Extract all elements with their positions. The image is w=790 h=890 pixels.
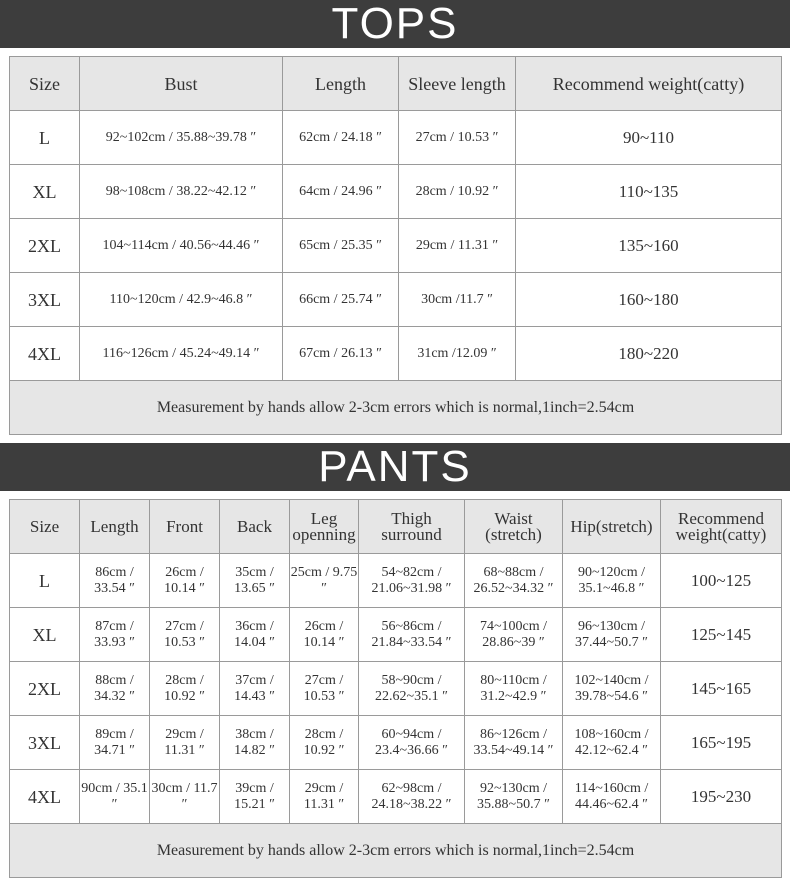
weight-cell: 195~230 <box>661 770 782 824</box>
tops-header-size: Size <box>10 57 80 111</box>
pants-header-row <box>10 500 782 554</box>
pants-row-l <box>10 554 782 608</box>
bust-cell: 116~126cm / 45.24~49.14 ″ <box>80 327 283 381</box>
pants-header-leg-openning: Leg openning <box>290 500 359 554</box>
length-cell: 62cm / 24.18 ″ <box>283 111 399 165</box>
thigh-surround-cell: 60~94cm / 23.4~36.66 ″ <box>359 716 465 770</box>
waist-cell: 68~88cm / 26.52~34.32 ″ <box>465 554 563 608</box>
tops-header-recommend-weight: Recommend weight(catty) <box>516 57 782 111</box>
waist-cell: 80~110cm / 31.2~42.9 ″ <box>465 662 563 716</box>
pants-header-front: Front <box>150 500 220 554</box>
size-cell: 3XL <box>10 716 80 770</box>
front-cell: 27cm / 10.53 ″ <box>150 608 220 662</box>
tops-row-l <box>10 111 782 165</box>
sleeve-length-cell: 31cm /12.09 ″ <box>399 327 516 381</box>
pants-header-thigh-surround: Thigh surround <box>359 500 465 554</box>
size-cell: 3XL <box>10 273 80 327</box>
sleeve-length-cell: 27cm / 10.53 ″ <box>399 111 516 165</box>
thigh-surround-cell: 58~90cm / 22.62~35.1 ″ <box>359 662 465 716</box>
weight-cell: 165~195 <box>661 716 782 770</box>
pants-header-recommend-weight: Recommend weight(catty) <box>661 500 782 554</box>
hip-cell: 114~160cm / 44.46~62.4 ″ <box>563 770 661 824</box>
weight-cell: 160~180 <box>516 273 782 327</box>
pants-note-row <box>10 824 782 878</box>
length-cell: 67cm / 26.13 ″ <box>283 327 399 381</box>
weight-cell: 125~145 <box>661 608 782 662</box>
weight-cell: 135~160 <box>516 219 782 273</box>
tops-row-3xl <box>10 273 782 327</box>
back-cell: 39cm / 15.21 ″ <box>220 770 290 824</box>
weight-cell: 100~125 <box>661 554 782 608</box>
tops-row-2xl <box>10 219 782 273</box>
hip-cell: 102~140cm / 39.78~54.6 ″ <box>563 662 661 716</box>
pants-row-3xl <box>10 716 782 770</box>
pants-header-hip: Hip(stretch) <box>563 500 661 554</box>
size-cell: L <box>10 554 80 608</box>
hip-cell: 108~160cm / 42.12~62.4 ″ <box>563 716 661 770</box>
size-cell: 4XL <box>10 770 80 824</box>
sleeve-length-cell: 30cm /11.7 ″ <box>399 273 516 327</box>
length-cell: 88cm / 34.32 ″ <box>80 662 150 716</box>
size-cell: 2XL <box>10 662 80 716</box>
length-cell: 90cm / 35.1 ″ <box>80 770 150 824</box>
pants-row-4xl <box>10 770 782 824</box>
leg-openning-cell: 25cm / 9.75 ″ <box>290 554 359 608</box>
thigh-surround-cell: 54~82cm / 21.06~31.98 ″ <box>359 554 465 608</box>
length-cell: 64cm / 24.96 ″ <box>283 165 399 219</box>
tops-header-row <box>10 57 782 111</box>
bust-cell: 92~102cm / 35.88~39.78 ″ <box>80 111 283 165</box>
hip-cell: 90~120cm / 35.1~46.8 ″ <box>563 554 661 608</box>
leg-openning-cell: 26cm / 10.14 ″ <box>290 608 359 662</box>
tops-row-4xl <box>10 327 782 381</box>
tops-size-table <box>9 56 782 435</box>
pants-row-2xl <box>10 662 782 716</box>
weight-cell: 145~165 <box>661 662 782 716</box>
pants-title: PANTS <box>0 443 790 491</box>
length-cell: 66cm / 25.74 ″ <box>283 273 399 327</box>
back-cell: 37cm / 14.43 ″ <box>220 662 290 716</box>
weight-cell: 110~135 <box>516 165 782 219</box>
size-cell: 2XL <box>10 219 80 273</box>
bust-cell: 104~114cm / 40.56~44.46 ″ <box>80 219 283 273</box>
length-cell: 86cm / 33.54 ″ <box>80 554 150 608</box>
size-cell: L <box>10 111 80 165</box>
waist-cell: 92~130cm / 35.88~50.7 ″ <box>465 770 563 824</box>
pants-header-waist: Waist (stretch) <box>465 500 563 554</box>
front-cell: 29cm / 11.31 ″ <box>150 716 220 770</box>
pants-header-back: Back <box>220 500 290 554</box>
length-cell: 89cm / 34.71 ″ <box>80 716 150 770</box>
thigh-surround-cell: 56~86cm / 21.84~33.54 ″ <box>359 608 465 662</box>
sleeve-length-cell: 29cm / 11.31 ″ <box>399 219 516 273</box>
pants-size-table <box>9 499 782 878</box>
tops-header-sleeve-length: Sleeve length <box>399 57 516 111</box>
length-cell: 65cm / 25.35 ″ <box>283 219 399 273</box>
front-cell: 30cm / 11.7 ″ <box>150 770 220 824</box>
tops-header-length: Length <box>283 57 399 111</box>
tops-title: TOPS <box>0 0 790 48</box>
waist-cell: 86~126cm / 33.54~49.14 ″ <box>465 716 563 770</box>
weight-cell: 180~220 <box>516 327 782 381</box>
hip-cell: 96~130cm / 37.44~50.7 ″ <box>563 608 661 662</box>
waist-cell: 74~100cm / 28.86~39 ″ <box>465 608 563 662</box>
weight-cell: 90~110 <box>516 111 782 165</box>
leg-openning-cell: 28cm / 10.92 ″ <box>290 716 359 770</box>
bust-cell: 98~108cm / 38.22~42.12 ″ <box>80 165 283 219</box>
leg-openning-cell: 29cm / 11.31 ″ <box>290 770 359 824</box>
size-cell: 4XL <box>10 327 80 381</box>
size-cell: XL <box>10 608 80 662</box>
pants-row-xl <box>10 608 782 662</box>
leg-openning-cell: 27cm / 10.53 ″ <box>290 662 359 716</box>
thigh-surround-cell: 62~98cm / 24.18~38.22 ″ <box>359 770 465 824</box>
back-cell: 35cm / 13.65 ″ <box>220 554 290 608</box>
front-cell: 28cm / 10.92 ″ <box>150 662 220 716</box>
pants-measurement-note: Measurement by hands allow 2-3cm errors which is normal,1inch=2.54cm <box>10 824 782 878</box>
tops-row-xl <box>10 165 782 219</box>
bust-cell: 110~120cm / 42.9~46.8 ″ <box>80 273 283 327</box>
front-cell: 26cm / 10.14 ″ <box>150 554 220 608</box>
length-cell: 87cm / 33.93 ″ <box>80 608 150 662</box>
back-cell: 38cm / 14.82 ″ <box>220 716 290 770</box>
tops-note-row <box>10 381 782 435</box>
sleeve-length-cell: 28cm / 10.92 ″ <box>399 165 516 219</box>
pants-header-length: Length <box>80 500 150 554</box>
tops-measurement-note: Measurement by hands allow 2-3cm errors which is normal,1inch=2.54cm <box>10 381 782 435</box>
pants-header-size: Size <box>10 500 80 554</box>
tops-header-bust: Bust <box>80 57 283 111</box>
back-cell: 36cm / 14.04 ″ <box>220 608 290 662</box>
size-cell: XL <box>10 165 80 219</box>
